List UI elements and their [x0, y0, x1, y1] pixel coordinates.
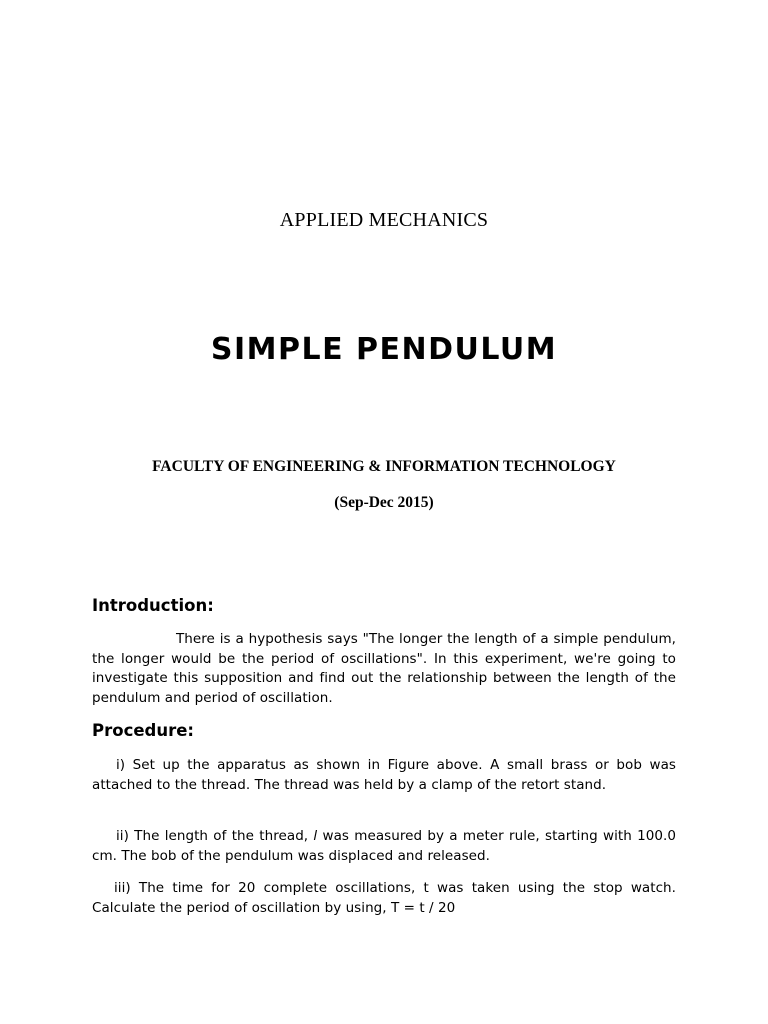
document-title: SIMPLE PENDULUM [210, 332, 558, 367]
session-dates: (Sep-Dec 2015) [334, 494, 434, 511]
procedure-step-3: iii) The time for 20 complete oscillations, t was taken using the stop watch. Calculate the period of oscillation by using, T = t / 20 [92, 880, 676, 916]
procedure-step-2-text-start: ii) The length of the thread, [116, 828, 314, 844]
procedure-step-2 [92, 827, 676, 866]
length-variable: l [313, 828, 318, 844]
procedure-heading: Procedure: [92, 721, 195, 740]
introduction-heading: Introduction: [92, 596, 214, 615]
faculty-name: FACULTY OF ENGINEERING & INFORMATION TECHNOLOGY [152, 458, 616, 475]
procedure-step-2-text-end: was measured by a meter rule, starting with 100.0 cm. The bob of the pendulum was displaced and released. [92, 828, 676, 864]
procedure-step-1: i) Set up the apparatus as shown in Figure above. A small brass or bob was attached to the thread. The thread was held by a clamp of the retort stand. [92, 757, 676, 793]
course-title: APPLIED MECHANICS [279, 209, 489, 231]
introduction-paragraph: There is a hypothesis says "The longer the length of a simple pendulum, the longer would be the period of oscillations". In this experiment, we're going to investigate this supposition and find out the relationship between the length of the pendulum and period of oscillation. [92, 631, 676, 706]
